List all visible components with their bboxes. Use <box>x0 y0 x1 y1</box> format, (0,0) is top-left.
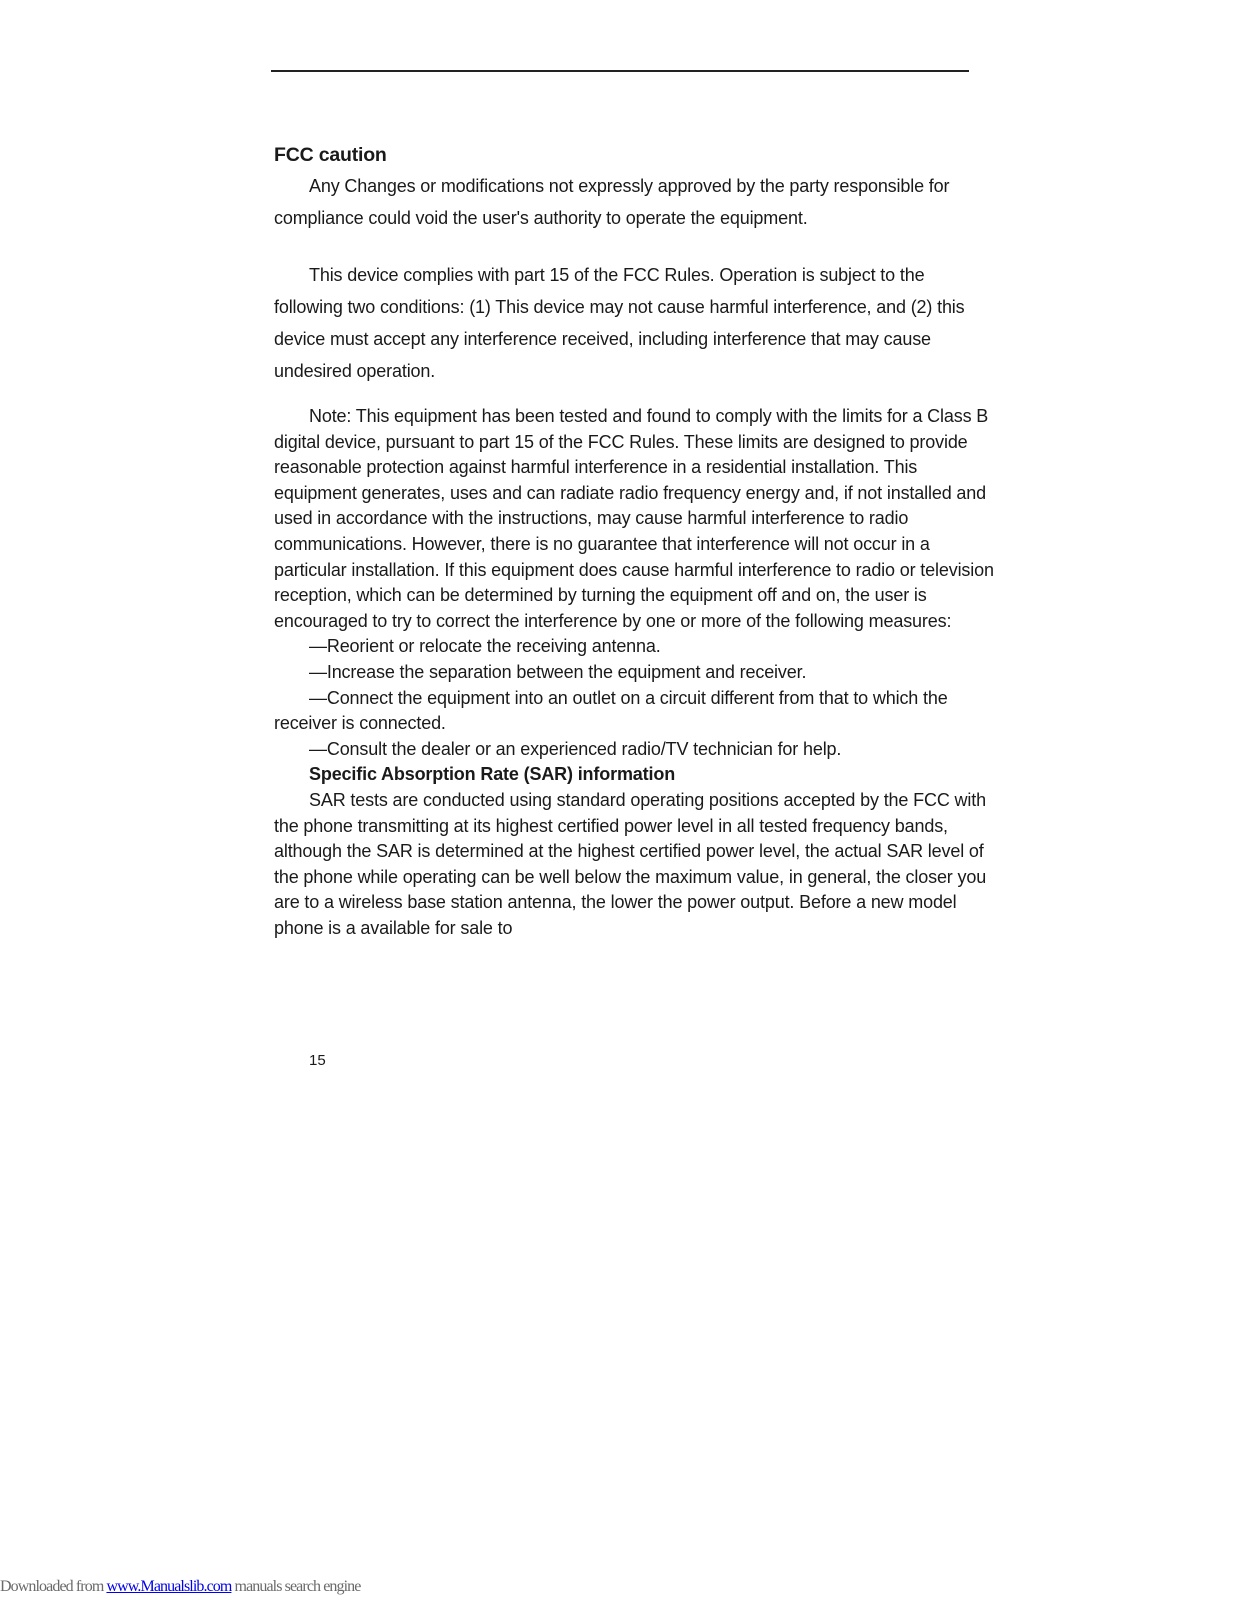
measure-item-1: —Reorient or relocate the receiving antenna. <box>309 636 661 657</box>
measure-item-3: —Connect the equipment into an outlet on a circuit different from that to which the receiver is connected. <box>274 687 948 734</box>
footer-suffix: manuals search engine <box>231 1578 361 1595</box>
section-heading-fcc-caution: FCC caution <box>274 144 387 166</box>
page-content <box>274 140 994 941</box>
paragraph-note: Note: This equipment has been tested and found to comply with the limits for a Class B digital device, pursuant to part 15 of the FCC Rules. These limits are designed to provide reasonable protection against harmful interference in a residential installation. This equipment generates, uses and can radiate radio frequency energy and, if not installed and used in accordance with the instructions, may cause harmful interference to radio communications. However, there is no guarantee that interference will not occur in a particular installation. If this equipment does cause harmful interference to radio or television reception, which can be determined by turning the equipment off and on, the user is encouraged to try to correct the interference by one or more of the following measures: <box>274 406 994 631</box>
measure-item-4: —Consult the dealer or an experienced radio/TV technician for help. <box>309 738 842 759</box>
sar-heading: Specific Absorption Rate (SAR) information <box>309 764 676 785</box>
paragraph-changes: Any Changes or modifications not expressly approved by the party responsible for compliance could void the user's authority to operate the equipment. <box>274 176 950 228</box>
manualslib-link[interactable]: www.Manualslib.com <box>106 1578 232 1595</box>
footer-prefix: Downloaded from <box>0 1578 107 1595</box>
header-rule <box>271 70 969 72</box>
download-footer <box>0 1578 360 1596</box>
paragraph-part15: This device complies with part 15 of the FCC Rules. Operation is subject to the following two conditions: (1) This device may not cause harmful interference, and (2) this device must accept any interference received, including interference that may cause undesired operation. <box>274 265 965 381</box>
page-number: 15 <box>309 1052 326 1069</box>
paragraph-sar: SAR tests are conducted using standard operating positions accepted by the FCC with the phone transmitting at its highest certified power level in all tested frequency bands, although the SAR is determined at the highest certified power level, the actual SAR level of the phone while operating can be well below the maximum value, in general, the closer you are to a wireless base station antenna, the lower the power output. Before a new model phone is a available for sale to <box>274 789 987 938</box>
measure-item-2: —Increase the separation between the equipment and receiver. <box>309 661 807 682</box>
